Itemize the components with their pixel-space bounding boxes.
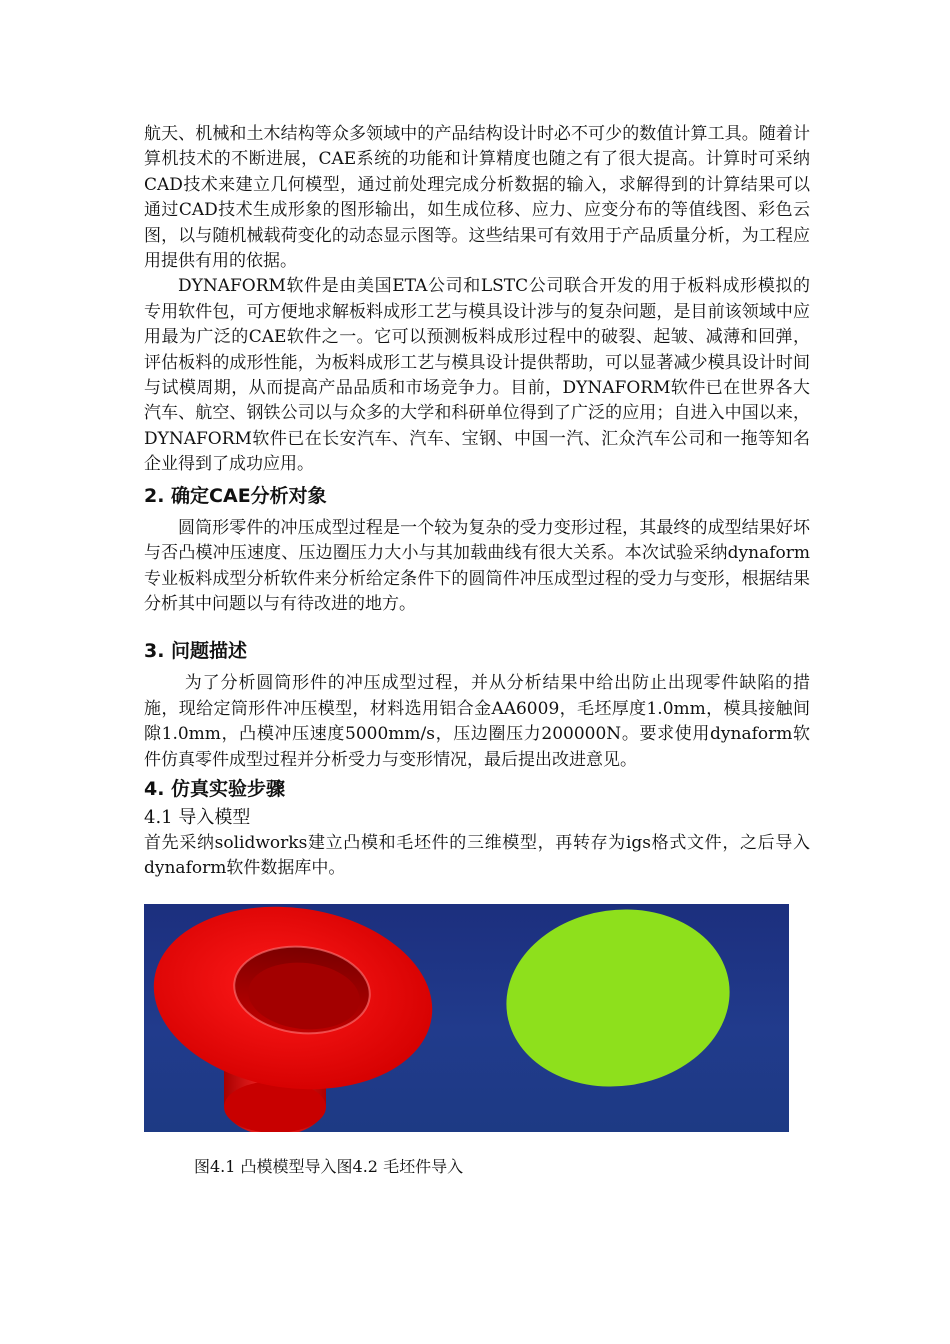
model-import-figure bbox=[144, 904, 789, 1132]
paragraph-import-model: 首先采纳solidworks建立凸模和毛坯件的三维模型，再转存为igs格式文件，之后导入dynaform软件数据库中。 bbox=[144, 832, 810, 879]
paragraph-analysis-object: 圆筒形零件的冲压成型过程是一个较为复杂的受力变形过程，其最终的成型结果好坏与否凸模冲压速度、压边圈压力大小与其加载曲线有很大关系。本次试验采纳dynaform专业板料成型分析软件来分析给定条件下的圆筒件冲压成型过程的受力与变形，根据结果分析其中问题以与有待改进的地方。 bbox=[144, 517, 810, 614]
paragraph-dynaform-intro: DYNAFORM软件是由美国ETA公司和LSTC公司联合开发的用于板料成形模拟的专用软件包，可方便地求解板料成形工艺与模具设计涉与的复杂问题，是目前该领域中应用最为广泛的CAE软件之一。它可以预测板料成形过程中的破裂、起皱、减薄和回弹，评估板料的成形性能，为板料成形工艺与模具设计提供帮助，可以显著减少模具设计时间与试模周期，从而提高产品品质和市场竞争力。目前，DYNAFORM软件已在世界各大汽车、航空、钢铁公司以与众多的大学和科研单位得到了广泛的应用；自进入中国以来，DYNAFORM软件已在长安汽车、汽车、宝钢、中国一汽、汇众汽车公司和一拖等知名企业得到了成功应用。 bbox=[144, 276, 810, 475]
heading-section-2: 2. 确定CAE分析对象 bbox=[144, 484, 327, 507]
figure-caption: 图4.1 凸模模型导入图4.2 毛坯件导入 bbox=[194, 1157, 464, 1176]
paragraph-cae-intro: 航天、机械和土木结构等众多领域中的产品结构设计时必不可少的数值计算工具。随着计算机技术的不断进展，CAE系统的功能和计算精度也随之有了很大提高。计算时可采纳CAD技术来建立几何模型，通过前处理完成分析数据的输入，求解得到的计算结果可以通过CAD技术生成形象的图形输出，如生成位移、应力、应变分布的等值线图、彩色云图，以与随机械载荷变化的动态显示图等。这些结果可有效用于产品质量分析，为工程应用提供有用的依据。 bbox=[144, 124, 810, 272]
heading-section-4-1: 4.1 导入模型 bbox=[144, 806, 251, 828]
heading-section-3: 3. 问题描述 bbox=[144, 640, 248, 663]
document-body bbox=[144, 122, 810, 882]
model-render bbox=[144, 904, 789, 1132]
paragraph-problem-description: 为了分析圆筒形件的冲压成型过程，并从分析结果中给出防止出现零件缺陷的措施，现给定筒形件冲压模型，材料选用铝合金AA6009，毛坯厚度1.0mm，模具接触间隙1.0mm，凸模冲压速度5000mm/s，压边圈压力200000N。要求使用dynaform软件仿真零件成型过程并分析受力与变形情况，最后提出改进意见。 bbox=[144, 673, 810, 770]
heading-section-4: 4. 仿真实验步骤 bbox=[144, 777, 286, 800]
blank-model bbox=[495, 904, 741, 1101]
punch-model bbox=[144, 904, 444, 1132]
